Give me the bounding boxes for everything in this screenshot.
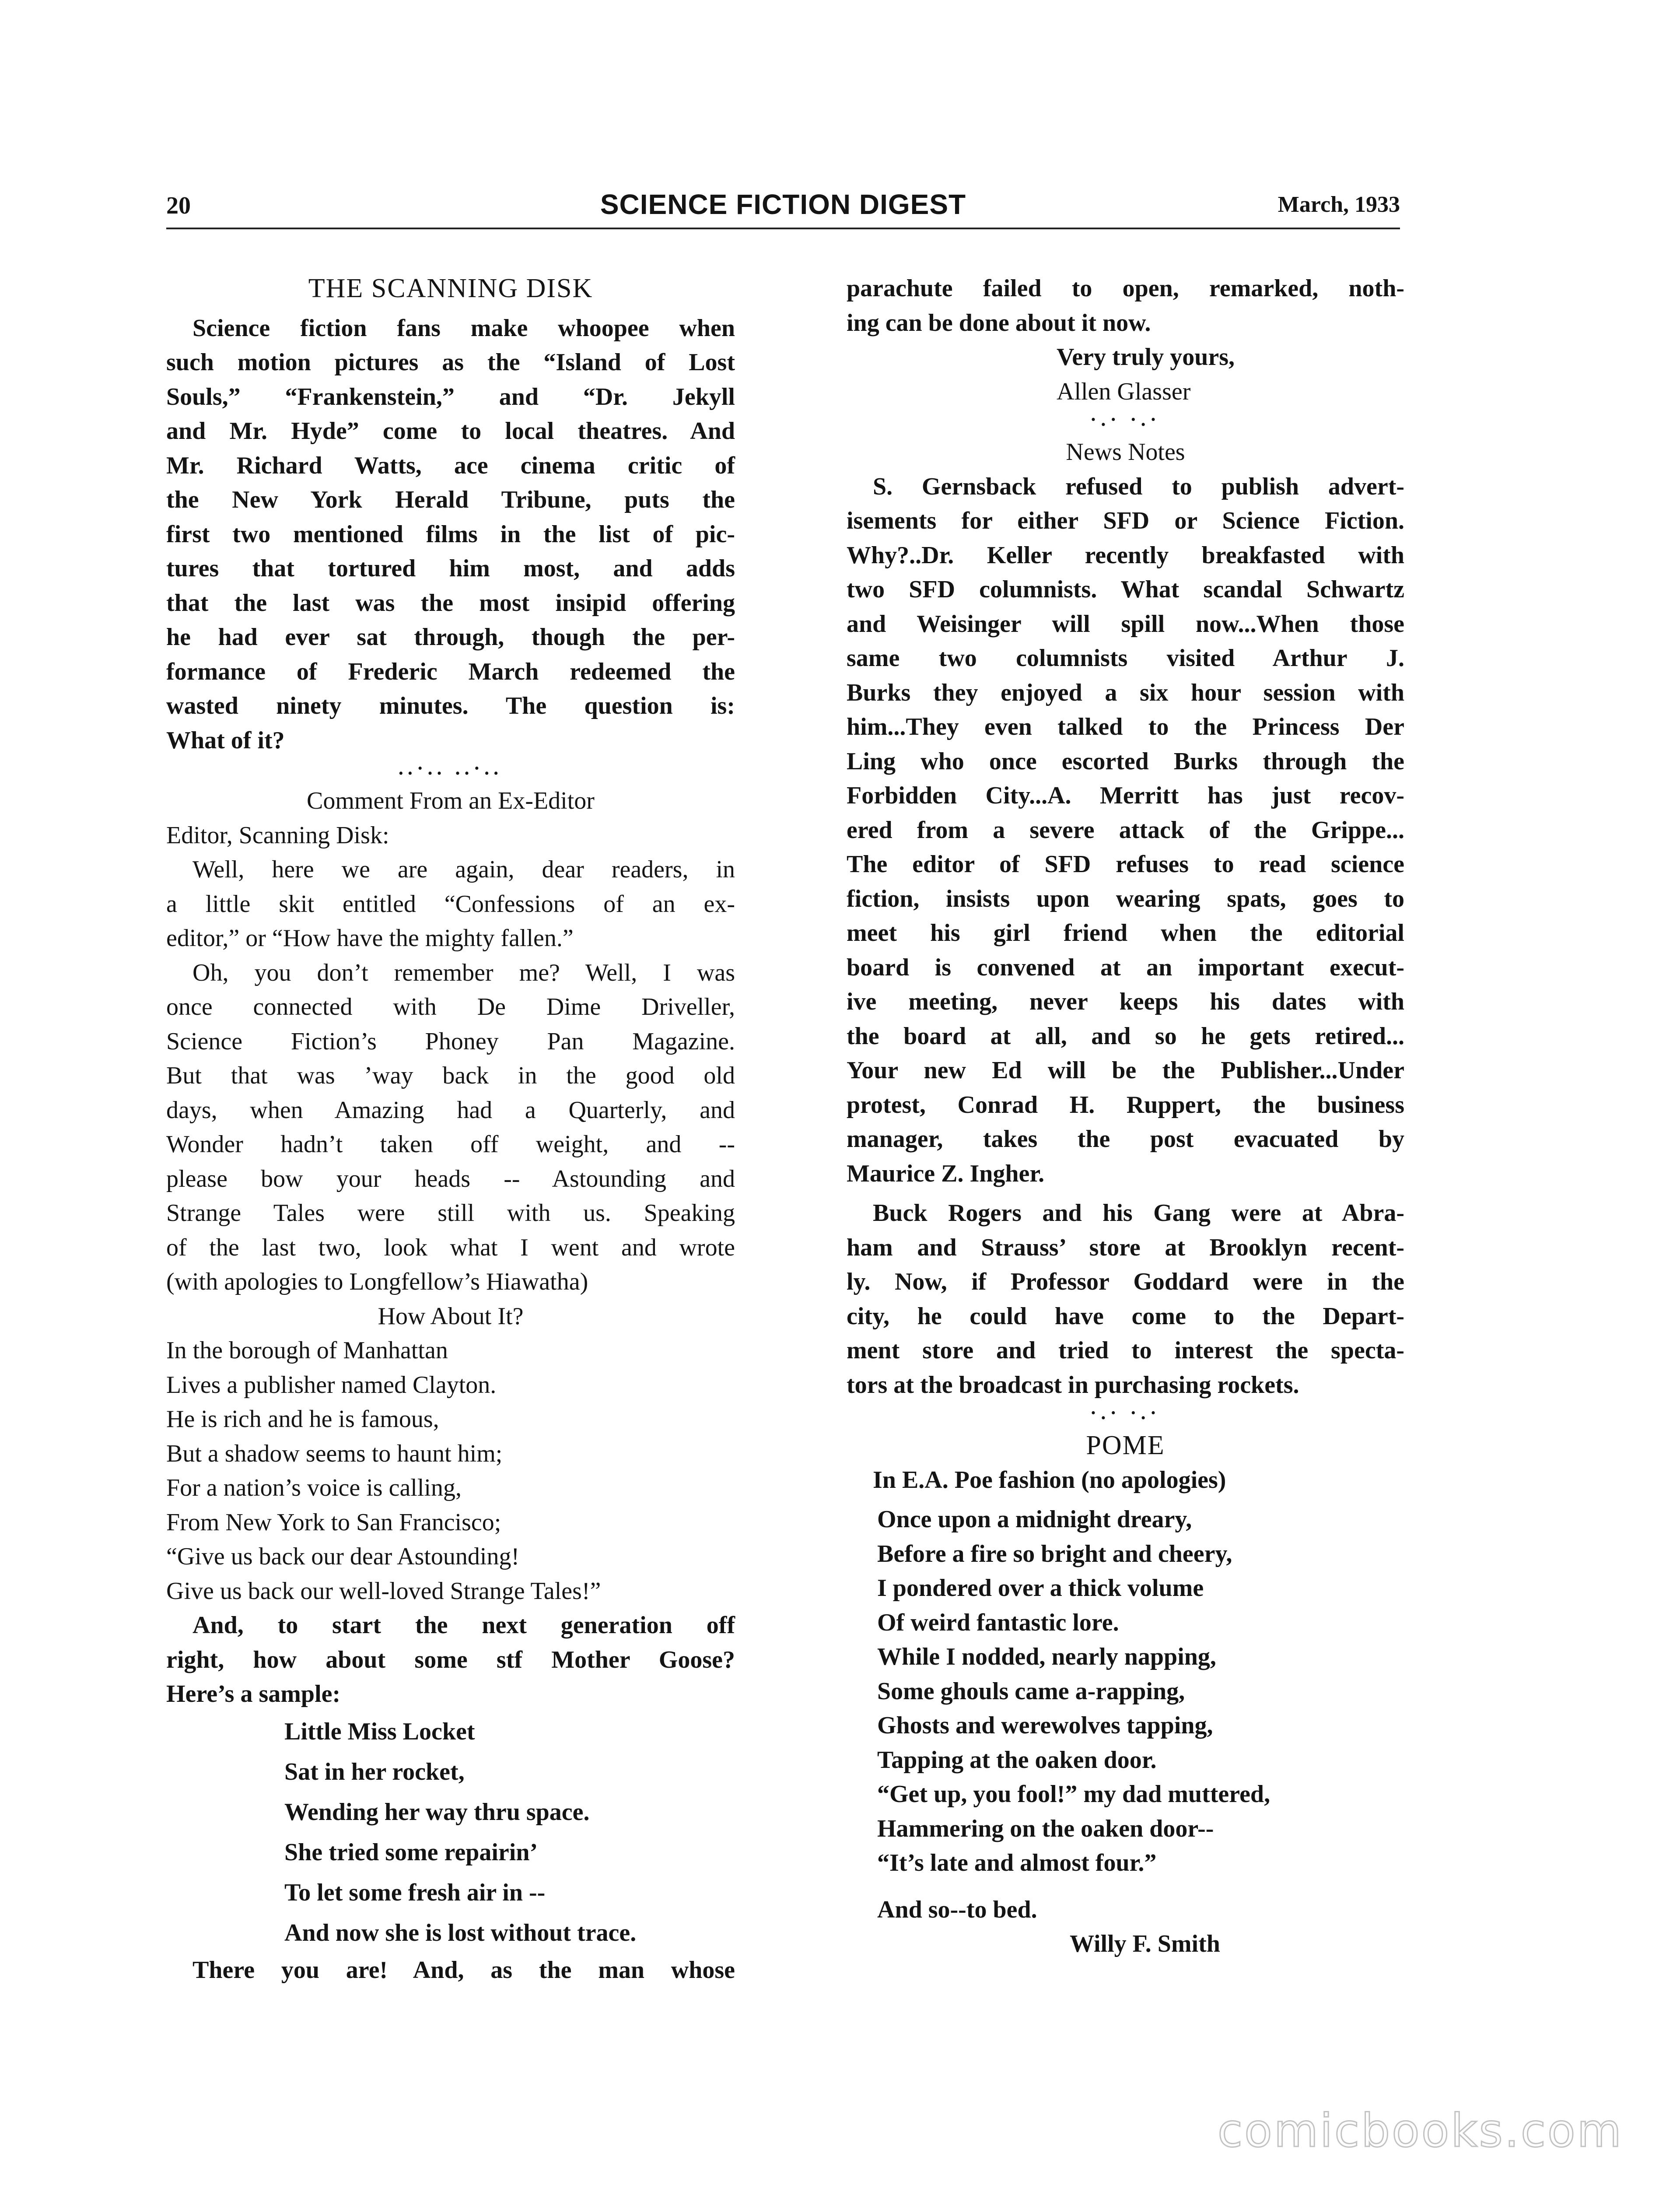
- news-paragraph: [847, 1196, 1404, 1402]
- text-line: a little skit entitled “Confessions of an ex-: [166, 890, 735, 918]
- text-line: manager, takes the post evacuated by: [847, 1126, 1404, 1153]
- pome-poem: [847, 1502, 1404, 1927]
- poem-line: “It’s late and almost four.”: [877, 1849, 1157, 1876]
- text-line: the board at all, and so he gets retired...: [847, 1022, 1404, 1050]
- text-line: Your new Ed will be the Publisher...Under: [847, 1057, 1404, 1084]
- text-line: But that was ’way back in the good old: [166, 1062, 735, 1089]
- text-line: of the last two, look what I went and wrote: [166, 1234, 735, 1261]
- header-rule: [166, 228, 1400, 229]
- left-column: [166, 271, 735, 1987]
- text-line: Maurice Z. Ingher.: [847, 1160, 1045, 1187]
- text-line: that the last was the most insipid offering: [166, 589, 735, 617]
- poem-line: “Give us back our dear Astounding!: [166, 1543, 520, 1570]
- section-separator: ·.· ·.·: [1090, 1402, 1161, 1424]
- text-line: him...They even talked to the Princess Der: [847, 713, 1404, 740]
- text-line: he had ever sat through, though the per-: [166, 624, 735, 651]
- text-line: board is convened at an important execut-: [847, 954, 1404, 981]
- text-line: Strange Tales were still with us. Speaking: [166, 1199, 735, 1227]
- text-line: ive meeting, never keeps his dates with: [847, 988, 1404, 1015]
- poem-line: Lives a publisher named Clayton.: [166, 1371, 497, 1399]
- text-line: right, how about some stf Mother Goose?: [166, 1646, 735, 1673]
- text-line: ment store and tried to interest the specta-: [847, 1337, 1404, 1364]
- goose-intro: [166, 1608, 735, 1711]
- text-line: Here’s a sample:: [166, 1680, 341, 1708]
- comment-heading: Comment From an Ex-Editor: [307, 787, 595, 814]
- poem-line: Of weird fantastic lore.: [877, 1609, 1119, 1636]
- text-line: ing can be done about it now.: [847, 309, 1151, 337]
- text-line: What of it?: [166, 726, 285, 754]
- text-line: wasted ninety minutes. The question is:: [166, 692, 735, 719]
- poem-line: Tapping at the oaken door.: [877, 1746, 1157, 1774]
- rhyme-line: Wending her way thru space.: [284, 1798, 590, 1826]
- rhyme-line: Little Miss Locket: [284, 1718, 475, 1745]
- text-line: Mr. Richard Watts, ace cinema critic of: [166, 452, 735, 479]
- poem-line: “Get up, you fool!” my dad muttered,: [877, 1781, 1270, 1808]
- text-line: ham and Strauss’ store at Brooklyn recent-: [847, 1234, 1404, 1261]
- text-line: ered from a severe attack of the Grippe...: [847, 816, 1404, 844]
- text-line: the New York Herald Tribune, puts the: [166, 486, 735, 513]
- section-separator: ..·.. ..·..: [398, 757, 503, 779]
- text-line: fiction, insists upon wearing spats, goes to: [847, 885, 1404, 912]
- text-line: The editor of SFD refuses to read science: [847, 851, 1404, 878]
- text-line: tors at the broadcast in purchasing rockets.: [847, 1371, 1299, 1399]
- text-line: days, when Amazing had a Quarterly, and: [166, 1096, 735, 1124]
- rhyme-line: She tried some repairin’: [284, 1838, 538, 1866]
- text-line: meet his girl friend when the editorial: [847, 919, 1404, 947]
- text-line: Wonder hadn’t taken off weight, and --: [166, 1131, 735, 1158]
- text-line: And, to start the next generation off: [192, 1612, 735, 1639]
- rhyme-line: Sat in her rocket,: [284, 1758, 465, 1785]
- rhyme-line: To let some fresh air in --: [284, 1879, 546, 1906]
- intro-paragraph: [166, 311, 735, 758]
- text-line: (with apologies to Longfellow’s Hiawatha): [166, 1268, 588, 1295]
- comment-paragraph: [166, 956, 735, 1299]
- text-line: formance of Frederic March redeemed the: [166, 658, 735, 685]
- pome-author: Willy F. Smith: [1070, 1930, 1220, 1957]
- poem-line: While I nodded, nearly napping,: [877, 1643, 1216, 1670]
- poem-line: Some ghouls came a-rapping,: [877, 1677, 1185, 1705]
- watermark: comicbooks.com: [1217, 2104, 1623, 2157]
- text-line: first two mentioned films in the list of pic-: [166, 520, 735, 548]
- text-line: and Weisinger will spill now...When those: [847, 610, 1404, 638]
- poem-line: But a shadow seems to haunt him;: [166, 1440, 503, 1467]
- text-line: Science fiction fans make whoopee when: [192, 314, 735, 342]
- text-line: same two columnists visited Arthur J.: [847, 645, 1404, 672]
- issue-date: March, 1933: [1278, 192, 1400, 217]
- poem-title: How About It?: [378, 1302, 524, 1330]
- letter-signoff: Very truly yours,: [1057, 344, 1235, 371]
- pome-ending: And so--to bed.: [877, 1896, 1037, 1923]
- closing-line: There you are! And, as the man whose: [192, 1956, 735, 1984]
- news-heading: News Notes: [1066, 438, 1185, 466]
- poem-line: I pondered over a thick volume: [877, 1574, 1204, 1602]
- poem-line: Once upon a midnight dreary,: [877, 1506, 1192, 1533]
- text-line: Ling who once escorted Burks through the: [847, 747, 1404, 775]
- poem-line: Ghosts and werewolves tapping,: [877, 1712, 1213, 1739]
- text-line: Forbidden City...A. Merritt has just recov-: [847, 782, 1404, 809]
- pome-subtitle: In E.A. Poe fashion (no apologies): [873, 1466, 1226, 1494]
- poem-line: Hammering on the oaken door--: [877, 1815, 1214, 1842]
- page-header: [166, 189, 1400, 227]
- text-line: and Mr. Hyde” come to local theatres. And: [166, 417, 735, 445]
- text-line: Buck Rogers and his Gang were at Abra-: [873, 1199, 1404, 1227]
- nursery-rhyme: [166, 1711, 735, 1953]
- pome-title: POME: [1086, 1431, 1165, 1460]
- text-line: Why?..Dr. Keller recently breakfasted with: [847, 541, 1404, 569]
- text-line: two SFD columnists. What scandal Schwartz: [847, 576, 1404, 603]
- poem-line: Give us back our well-loved Strange Tales!”: [166, 1577, 601, 1605]
- text-line: once connected with De Dime Driveller,: [166, 993, 735, 1020]
- page-number: 20: [166, 192, 191, 219]
- section-separator: ·.· ·.·: [1090, 409, 1161, 430]
- text-line: Oh, you don’t remember me? Well, I was: [192, 959, 735, 986]
- poem: [166, 1333, 735, 1608]
- text-line: protest, Conrad H. Ruppert, the business: [847, 1091, 1404, 1119]
- poem-line: Before a fire so bright and cheery,: [877, 1540, 1232, 1567]
- comment-paragraph: [166, 852, 735, 956]
- right-column: [847, 271, 1404, 1961]
- poem-line: From New York to San Francisco;: [166, 1508, 501, 1536]
- text-line: ly. Now, if Professor Goddard were in the: [847, 1268, 1404, 1295]
- text-line: parachute failed to open, remarked, noth-: [847, 275, 1404, 302]
- text-line: tures that tortured him most, and adds: [166, 555, 735, 582]
- text-line: please bow your heads -- Astounding and: [166, 1165, 735, 1192]
- poem-line: For a nation’s voice is calling,: [166, 1474, 462, 1501]
- text-line: editor,” or “How have the mighty fallen.”: [166, 925, 574, 952]
- text-line: such motion pictures as the “Island of Lost: [166, 349, 735, 376]
- letter-signature: Allen Glasser: [1057, 378, 1191, 405]
- text-line: Souls,” “Frankenstein,” and “Dr. Jekyll: [166, 383, 735, 410]
- rhyme-line: And now she is lost without trace.: [284, 1919, 637, 1946]
- text-line: Science Fiction’s Phoney Pan Magazine.: [166, 1027, 735, 1055]
- text-line: isements for either SFD or Science Fiction.: [847, 507, 1404, 534]
- news-paragraph: [847, 470, 1404, 1191]
- poem-line: He is rich and he is famous,: [166, 1406, 439, 1433]
- magazine-title: SCIENCE FICTION DIGEST: [600, 189, 966, 220]
- text-line: city, he could have come to the Depart-: [847, 1302, 1404, 1330]
- text-line: Burks they enjoyed a six hour session with: [847, 679, 1404, 706]
- section-title: THE SCANNING DISK: [308, 274, 593, 303]
- letter-continuation: [847, 271, 1404, 340]
- text-line: Well, here we are again, dear readers, in: [192, 856, 735, 883]
- comment-salutation: Editor, Scanning Disk:: [166, 821, 389, 849]
- poem-line: In the borough of Manhattan: [166, 1337, 448, 1364]
- text-line: S. Gernsback refused to publish advert-: [873, 473, 1404, 500]
